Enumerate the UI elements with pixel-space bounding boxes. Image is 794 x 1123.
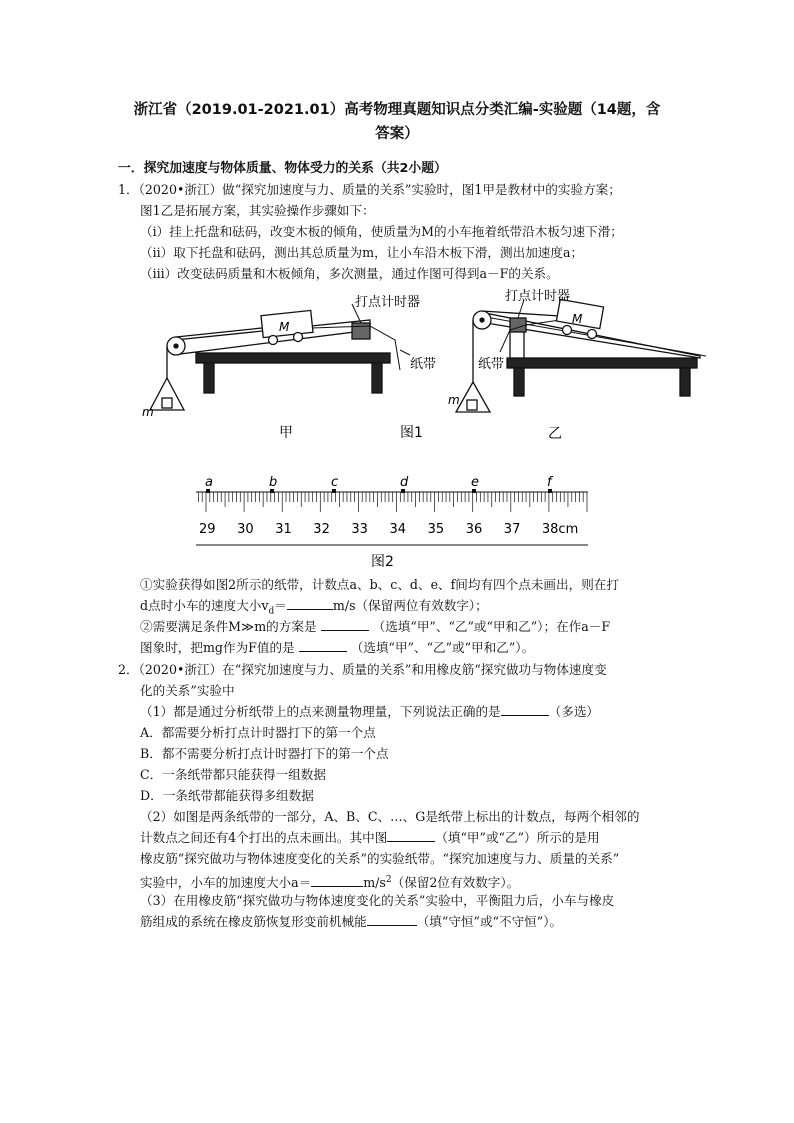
ruler-label: 37 (503, 522, 521, 537)
answer-blank-q2-1[interactable] (501, 703, 549, 716)
sub2-text-d: （选填“甲”、“乙”或“甲和乙”）。 (350, 640, 535, 655)
q2-part3-line-1: （3）在用橡皮筋“探究做功与物体速度变化的关系”实验中，平衡阻力后，小车与橡皮 (140, 893, 615, 908)
q1-step-1: （i）挂上托盘和砝码，改变木板的倾角，使质量为M的小车拖着纸带沿木板匀速下滑； (140, 224, 623, 239)
label-timer-left: 打点计时器 (355, 295, 421, 310)
figure-2 (0, 470, 794, 570)
q1-step-2: （ii）取下托盘和砝码，测出其总质量为m，让小车沿木板下滑，测出加速度a； (140, 245, 584, 260)
sub1-text: d点时小车的速度大小v (140, 598, 269, 613)
answer-blank-mg[interactable] (299, 639, 347, 652)
q2-part2-text-c: 实验中，小车的加速度大小a＝ (140, 875, 312, 891)
section-heading: 一．探究加速度与物体质量、物体受力的关系（共2小题） (118, 161, 447, 176)
label-timer-right: 打点计时器 (505, 289, 571, 304)
title-line-2: 答案） (375, 126, 419, 142)
ruler-ticks (198, 492, 587, 512)
answer-blank-vd[interactable] (287, 597, 333, 610)
q2-option-c: C．一条纸带都只能获得一组数据 (140, 767, 326, 782)
ruler-labels (199, 522, 578, 537)
ruler-label: 38cm (541, 522, 579, 537)
q2-line-1: 2．（2020•浙江）在“探究加速度与力、质量的关系”和用橡皮筋“探究做功与物体速度变 (118, 662, 607, 677)
q2-part2-unit-sup: 2 (385, 875, 392, 885)
q2-part3-text-a: 筋组成的系统在橡皮筋恢复形变前机械能 (140, 914, 367, 929)
label-mass-M-left: M (279, 320, 290, 334)
tape-point-label-c: c (331, 475, 339, 490)
sub1-unit: m/s（保留两位有效数字）； (332, 598, 488, 613)
q2-part3-line-2 (140, 913, 562, 931)
q1-sub2-line-2 (140, 639, 534, 657)
q2-part3-text-b: （填“守恒”或“不守恒”）。 (416, 914, 563, 929)
q2-option-a: A．都需要分析打点计时器打下的第一个点 (140, 725, 376, 740)
label-mass-m-left: m (142, 405, 154, 419)
q2-part2-line-2 (140, 829, 600, 847)
title-line-1: 浙江省（2019.01-2021.01）高考物理真题知识点分类汇编-实验题（14题，含 (133, 102, 661, 118)
ruler-label: 30 (237, 522, 254, 537)
page-title (100, 98, 694, 146)
caption-yi: 乙 (548, 426, 562, 442)
q2-part2-line-4 (140, 871, 519, 892)
q2-line-2: 化的关系”实验中 (140, 683, 235, 698)
sub2-text-b: （选填“甲”、“乙”或“甲和乙”）；在作a－F (372, 619, 611, 634)
tape-point-label-e: e (471, 475, 479, 490)
figure-1 (0, 280, 794, 450)
tape-point-label-b: b (269, 475, 278, 490)
q1-line-2: 图1乙是拓展方案，其实验操作步骤如下： (140, 203, 375, 218)
ruler-label: 33 (351, 522, 368, 537)
label-tape-right: 纸带 (478, 357, 505, 372)
q2-part2-unit: m/s (363, 875, 386, 891)
q1-sub1-line-1: ①实验获得如图2所示的纸带，计数点a、b、c、d、e、f间均有四个点未画出，则在打 (140, 577, 619, 592)
answer-blank-q2-2b[interactable] (311, 874, 363, 887)
q2-part1-text: （1）都是通过分析纸带上的点来测量物理量，下列说法正确的是 (140, 704, 501, 719)
caption-fig1: 图1 (400, 425, 423, 441)
tape-point-label-a: a (205, 475, 213, 490)
sub2-text-c: 图象时，把mg作为F值的是 (140, 640, 295, 655)
sub2-text-a: ②需要满足条件M≫m的方案是 (140, 619, 317, 634)
ruler-label: 31 (275, 522, 292, 537)
label-mass-M-right: M (572, 312, 583, 326)
tape-point-label-f: f (547, 475, 552, 490)
q1-sub2-line-1 (140, 618, 610, 636)
q2-option-d: D．一条纸带都能获得多组数据 (140, 788, 314, 803)
label-mass-m-right: m (448, 393, 460, 407)
sub1-subscript: d (268, 606, 275, 617)
ruler-label: 36 (465, 522, 483, 537)
sub1-equals: ＝ (274, 598, 287, 613)
q2-part2-text-b: （填“甲”或“乙”）所示的是用 (435, 830, 600, 845)
ruler-label: 35 (427, 522, 445, 537)
q2-part2-line-1: （2）如图是两条纸带的一部分，A、B、C、…、G是纸带上标出的计数点，每两个相邻的 (140, 809, 640, 824)
tape-points (205, 475, 554, 493)
answer-blank-scheme[interactable] (321, 618, 369, 631)
q2-option-b: B．都不需要分析打点计时器打下的第一个点 (140, 746, 389, 761)
ruler-label: 29 (199, 522, 216, 537)
caption-fig2: 图2 (371, 554, 394, 570)
q2-part1 (140, 703, 599, 721)
ruler-label: 34 (389, 522, 407, 537)
answer-blank-q2-3[interactable] (367, 913, 417, 926)
q2-part2-line-3: 橡皮筋“探究做功与物体速度变化的关系”的实验纸带。“探究加速度与力、质量的关系” (140, 851, 620, 866)
ruler-label: 32 (313, 522, 330, 537)
q2-part2-text-d: （保留2位有效数字）。 (391, 875, 520, 891)
q2-part2-text-a: 计数点之间还有4个打出的点未画出。其中图 (140, 830, 388, 845)
label-tape-left: 纸带 (410, 357, 437, 372)
q1-step-3: （iii）改变砝码质量和木板倾角，多次测量，通过作图可得到a－F的关系。 (140, 266, 559, 281)
q1-sub1-line-2 (140, 597, 488, 621)
answer-blank-q2-2a[interactable] (387, 829, 435, 842)
tape-point-label-d: d (400, 475, 409, 490)
q1-line-1: 1．（2020•浙江）做“探究加速度与力、质量的关系”实验时，图1甲是教材中的实验方案； (118, 182, 621, 197)
q2-part1-suffix: （多选） (548, 704, 600, 719)
caption-jia: 甲 (279, 425, 293, 441)
